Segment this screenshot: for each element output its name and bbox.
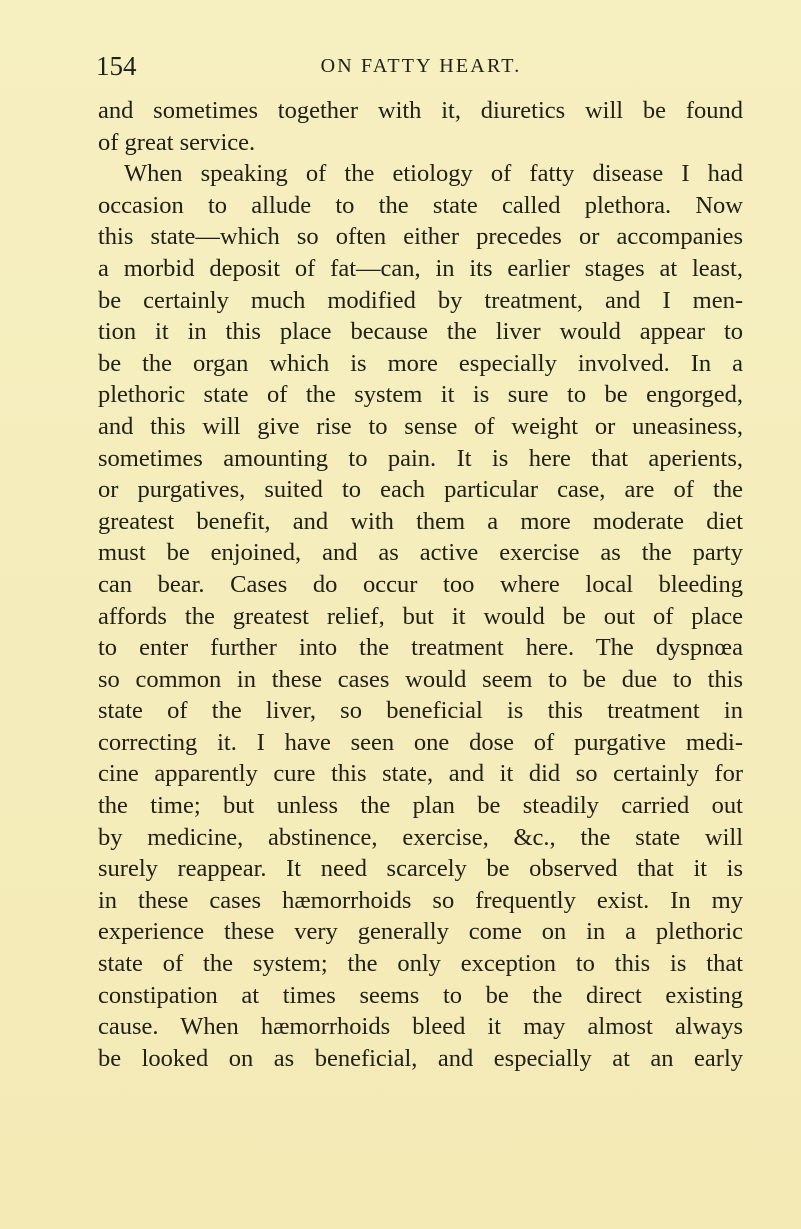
text-line: must be enjoined, and as active exercise as the party [98,539,743,567]
text-line: this state—which so often either precedes or accompanies [98,223,743,251]
text-line: or purgatives, suited to each particular case, are of the [98,476,743,504]
text-line: affords the greatest relief, but it would be out of place [98,602,743,630]
text-line: surely reappear. It need scarcely be observed that it is [98,855,743,883]
text-line: can bear. Cases do occur too where local bleeding [98,570,743,598]
text-line: so common in these cases would seem to be due to this [98,665,743,693]
text-line: sometimes amounting to pain. It is here that aperients, [98,444,743,472]
text-line: state of the liver, so beneficial is this treatment in [98,697,743,725]
text-line: occasion to allude to the state called plethora. Now [98,191,743,219]
text-line: by medicine, abstinence, exercise, &c., the state will [98,823,743,851]
text-line: cine apparently cure this state, and it did so certainly for [98,760,743,788]
text-line: a morbid deposit of fat—can, in its earlier stages at least, [98,254,743,282]
running-head [96,46,746,86]
text-line: constipation at times seems to be the direct existing [98,981,743,1009]
text-line: cause. When hæmorrhoids bleed it may almost always [98,1013,743,1041]
text-line: be looked on as beneficial, and especially at an early [98,1044,743,1072]
text-line: and this will give rise to sense of weight or uneasiness, [98,412,743,440]
text-line: be certainly much modified by treatment, and I men- [98,286,743,314]
text-line: plethoric state of the system it is sure to be engorged, [98,381,743,409]
body-text [98,95,743,1074]
text-line: greatest benefit, and with them a more moderate diet [98,507,743,535]
text-line: experience these very generally come on in a plethoric [98,918,743,946]
text-line: state of the system; the only exception to this is that [98,950,743,978]
page-number: 154 [96,51,137,81]
text-line: the time; but unless the plan be steadily carried out [98,792,743,820]
text-line: of great service. [98,128,256,156]
text-line: correcting it. I have seen one dose of purgative medi- [98,728,743,756]
text-line: to enter further into the treatment here. The dyspnœa [98,634,743,662]
text-line: and sometimes together with it, diuretics will be found [98,97,743,124]
text-line: tion it in this place because the liver would appear to [98,318,743,346]
running-title: ON FATTY HEART. [320,55,522,77]
text-line: When speaking of the etiology of fatty disease I had [124,160,743,188]
text-line: in these cases hæmorrhoids so frequently exist. In my [98,886,743,914]
text-line: be the organ which is more especially involved. In a [98,349,743,377]
